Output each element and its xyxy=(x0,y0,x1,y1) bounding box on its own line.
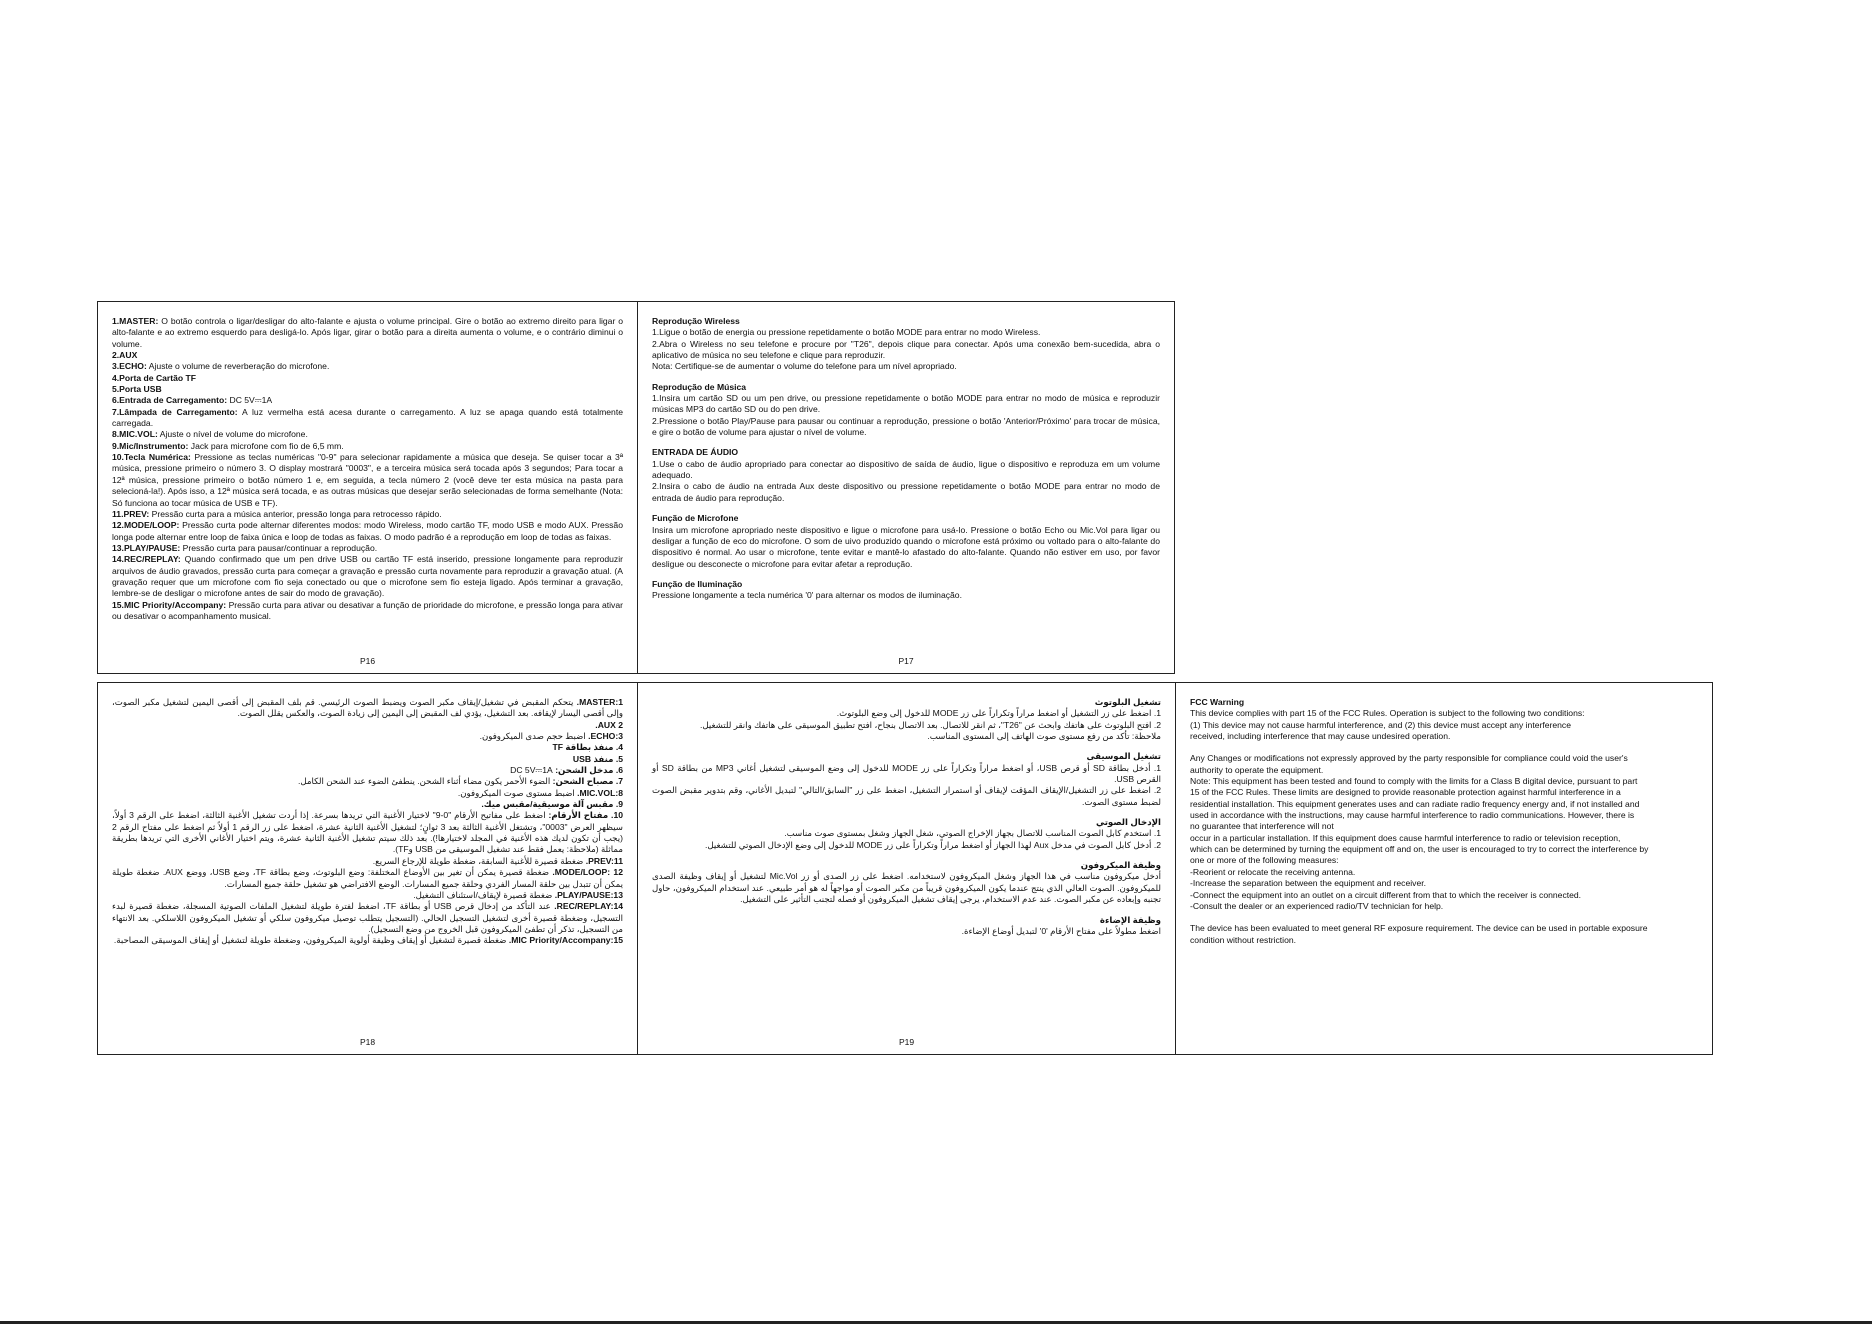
page-number-p16: P16 xyxy=(359,655,376,666)
manual-section xyxy=(652,751,1161,808)
item-text: A luz vermelha está acesa durante o carregamento. A luz se apaga quando está totalmente carregada. xyxy=(112,406,623,429)
manual-item xyxy=(112,765,623,776)
manual-item xyxy=(112,810,623,855)
item-text: Pressão curta para pausar/continuar a reprodução. xyxy=(180,542,378,553)
manual-item xyxy=(112,776,623,787)
item-text: عند التأكد من إدخال قرص USB أو بطاقة TF، اضغط لفترة طويلة لتشغيل الملفات الصوتية المسجلة، ضغطة قصيرة لبدء التسجيل، وضغطة قصيرة أخرى لتشغيل التسجيل الحالي. (التسجيل يتطلب توصيل ميكروفون سلكي أو تشغيل الميكروفون اللاسلكي. بعد الانتهاء من التسجيل، تذكر أن تطفئ الميكروفون قبل الخروج من وضع التسجيل). xyxy=(112,901,623,934)
manual-item xyxy=(112,856,623,867)
section-line: 2. أدخل كابل الصوت في مدخل Aux لهذا الجهاز أو اضغط مراراً وتكراراً على زر MODE للدخول إلى وضع الإدخال الصوتي للتشغيل. xyxy=(705,839,1161,850)
section-line: ملاحظة: تأكد من رفع مستوى صوت الهاتف إلى المستوى المناسب. xyxy=(927,731,1161,742)
item-label: 7. مصباح الشحن: xyxy=(552,776,623,787)
fcc-line: no guarantee that interference will not xyxy=(1190,821,1334,832)
item-label: 5. منفذ USB xyxy=(572,753,623,764)
item-label: 14.REC/REPLAY: xyxy=(112,554,181,565)
manual-item xyxy=(112,452,623,509)
section-line: أدخل ميكروفون مناسب في هذا الجهاز وشغل الميكروفون لاستخدامه. اضغط على زر الصدى أو زر Mic.Vol لتشغيل أو إيقاف وظيفة الصدى للميكروفون. الصوت العالي الذي ينتج عندما يكون الميكروفون قريباً من مكبر الصوت أو مواجهاً له هو أمر طبيعي. عند استخدام الميكروفون، حاول تجنبه وإبعاده عن مكبر الصوت. عند عدم الاستخدام، يرجى إيقاف تشغيل الميكروفون أو فصله لتجنب التأثير على التشغيل. xyxy=(652,871,1161,905)
fcc-body xyxy=(1190,708,1698,946)
section-title: الإدخال الصوتي xyxy=(1096,817,1161,828)
item-text: O botão controla o ligar/desligar do alto-falante e ajusta o volume principal. Gire o botão ao extremo direito para ligar o alto-falante e ao extremo esquerdo para desligá-lo. Após ligar, girar o botão para a direita aumenta o volume, e o contrário diminui o volume. xyxy=(112,316,623,349)
manual-item xyxy=(112,867,623,890)
fcc-line: residential installation. This equipment generates uses and can radiate radio frequency energy and, if not installed and xyxy=(1190,798,1640,809)
section-line: اضغط مطولاً على مفتاح الأرقام '0' لتبديل أوضاع الإضاءة. xyxy=(961,925,1161,936)
manual-section xyxy=(652,316,1160,373)
manual-item xyxy=(112,788,623,799)
item-text: ضغطة قصيرة يمكن أن تغير بين الأوضاع المختلفة: وضع البلوتوث، وضع بطاقة TF، وضع USB، ووضع AUX. ضغطة طويلة يمكن أن تتبدل بين حلقة المسار الفردي وحلقة جميع المسارات. الوضع الافتراضي هو تشغيل حلقة جميع المسارات. xyxy=(112,867,623,889)
section-title: ENTRADA DE ÁUDIO xyxy=(652,447,739,458)
item-text: اضبط حجم صدى الميكروفون. xyxy=(479,731,589,742)
manual-item xyxy=(112,384,623,395)
p16-items xyxy=(112,316,623,622)
item-text: Ajuste o nível de volume do microfone. xyxy=(157,429,308,440)
item-text: ضغطة قصيرة لإيقاف/استئناف التشغيل. xyxy=(413,889,555,900)
fcc-line: condition without restriction. xyxy=(1190,934,1297,945)
manual-section xyxy=(652,579,1160,602)
section-title: وظيفة الإضاءة xyxy=(1099,914,1161,925)
item-label: 12.MODE/LOOP: xyxy=(112,520,180,531)
panel-p16 xyxy=(97,301,638,674)
section-title: Reprodução Wireless xyxy=(652,316,740,326)
manual-section xyxy=(652,447,1160,504)
item-label: 4. منفذ بطاقة TF xyxy=(552,742,623,753)
manual-item xyxy=(112,901,623,935)
item-text: اضبط مستوى صوت الميكروفون. xyxy=(457,787,578,798)
section-title: تشغيل البلوتوث xyxy=(1094,697,1161,707)
paragraph-gap xyxy=(1190,912,1698,923)
manual-item xyxy=(112,890,623,901)
fcc-line: authority to operate the equipment. xyxy=(1190,764,1324,775)
section-line: 1.Use o cabo de áudio apropriado para conectar ao dispositivo de saída de áudio, ligue o dispositivo e reproduza em um volume adequado. xyxy=(652,458,1160,481)
manual-section xyxy=(652,915,1161,938)
item-label: MASTER:1. xyxy=(576,697,623,707)
item-label: 13.PLAY/PAUSE: xyxy=(112,542,181,553)
item-text: DC 5V⎓1A xyxy=(227,395,273,406)
section-line: 2. افتح البلوتوث على هاتفك وابحث عن "T26"، ثم انقر للاتصال. بعد الاتصال بنجاح، افتح تطبيق الموسيقى على هاتفك وانقر للتشغيل. xyxy=(699,719,1161,730)
fcc-title: FCC Warning xyxy=(1190,697,1245,707)
manual-item xyxy=(112,441,623,452)
fcc-line: Note: This equipment has been tested and found to comply with the limits for a Class B digital device, pursuant to part xyxy=(1190,776,1638,787)
item-label: 11.PREV: xyxy=(112,508,150,519)
item-text: اضغط على مفاتيح الأرقام "0-9" لاختيار الأغنية التي تريدها بسرعة. إذا أردت تشغيل الأغنية الثالثة، اضغط على الرقم 3 أولاً، سيظهر العرض "0003"، وتشتغل الأغنية الثالثة بعد 3 ثوانٍ؛ لتشغيل الأغنية الثانية عشرة، اضغط على زر الرقم 1 أولاً ثم اضغط على مفتاح الرقم 2 (يجب أن تكون لديك هذه الأغنية في المجلد لاختيارها!). بعد ذلك سيتم تشغيل الأغنية الثانية عشرة، ويتم اختيار الأغاني الأخرى التي تريدها بطريقة مماثلة (ملاحظة: يعمل فقط عند تشغيل الموسيقى من USB وTF). xyxy=(112,810,623,855)
section-title: Reprodução de Música xyxy=(652,381,747,392)
item-label: 1.MASTER: xyxy=(112,316,159,326)
manual-section xyxy=(652,817,1161,851)
manual-item xyxy=(112,754,623,765)
section-line: 2.Pressione o botão Play/Pause para pausar ou continuar a reprodução, pressione o botão 'Anterior/Próximo' para trocar de música, e gire o botão de volume para ajustar o nível de volume. xyxy=(652,415,1160,438)
item-label: 6.Entrada de Carregamento: xyxy=(112,395,228,406)
item-label: REC/REPLAY:14. xyxy=(554,901,624,912)
section-title: Função de Microfone xyxy=(652,513,739,524)
manual-item xyxy=(112,350,623,361)
item-label: 6. مدخل الشحن: xyxy=(555,765,623,776)
p19-sections xyxy=(652,697,1161,937)
manual-item xyxy=(112,429,623,440)
item-text: ضغطة قصيرة للأغنية السابقة، ضغطة طويلة للإرجاع السريع. xyxy=(372,855,586,866)
item-label: 5.Porta USB xyxy=(112,384,162,395)
section-line: 1. أدخل بطاقة SD أو قرص USB، أو اضغط مراراً وتكراراً على زر MODE للدخول إلى وضع الموسيقى لتشغيل أغاني MP3 من بطاقة SD أو القرص USB. xyxy=(652,762,1161,785)
manual-item xyxy=(112,520,623,543)
manual-item xyxy=(112,742,623,753)
manual-item xyxy=(112,361,623,372)
fcc-line: Any Changes or modifications not expressly approved by the party responsible for compliance could void the user's xyxy=(1190,753,1628,764)
item-label: 9. مقبس آلة موسيقية/مقبس ميك. xyxy=(481,799,623,810)
manual-section xyxy=(652,513,1160,570)
section-title: Função de Iluminação xyxy=(652,578,743,589)
item-label: MIC Priority/Accompany:15. xyxy=(508,935,623,946)
section-line: 2.Abra o Wireless no seu telefone e procure por "T26", depois clique para conectar. Após uma conexão bem-sucedida, abra o aplicativo de música no seu telefone e clique para reproduzir. xyxy=(652,338,1160,361)
section-line: Pressione longamente a tecla numérica '0' para alternar os modos de iluminação. xyxy=(652,590,962,601)
item-text: Pressão curta para ativar ou desativar a função de prioridade do microfone, e pressão longa para ativar ou desativar o acompanhamento musical. xyxy=(112,599,623,621)
item-text: Quando confirmado que um pen drive USB ou cartão TF está inserido, pressione longamente para reproduzir arquivos de áudio gravados, pressão curta para começar a gravação e pressão curta novamente para reproduzir a gravação atual. (A gravação requer que um microfone com fio seja conectado ou que o microfone sem fio esteja ligado. Após terminar a gravação, lembre-se de desligar o microfone antes de sair do modo de gravação). xyxy=(112,554,623,599)
item-text: Pressão curta pode alternar diferentes modos: modo Wireless, modo cartão TF, modo USB e modo AUX. Pressão longa pode alternar entre loop de faixa única e loop de todas as faixas. O modo padrão é a reprodução em loop de todas as faixas. xyxy=(112,520,623,542)
fcc-line: occur in a particular installation. If this equipment does cause harmful interference to radio or television reception, xyxy=(1190,832,1621,843)
item-label: 8.MIC.VOL: xyxy=(112,429,158,440)
manual-section xyxy=(652,382,1160,439)
item-label: 3.ECHO: xyxy=(112,361,147,372)
section-title: وظيفة الميكروفون xyxy=(1080,860,1161,871)
item-text: الضوء الأحمر يكون مضاء أثناء الشحن. ينطفئ الضوء عند الشحن الكامل. xyxy=(297,776,553,787)
paragraph-gap xyxy=(1190,742,1698,753)
section-line: 2. اضغط على زر التشغيل/الإيقاف المؤقت لإيقاف أو استمرار التشغيل، اضغط على زر "السابق/التالي" لتبديل الأغاني، وقم بتدوير مقبض الصوت لضبط مستوى الصوت. xyxy=(652,785,1161,807)
fcc-line: one or more of the following measures: xyxy=(1190,855,1339,866)
fcc-line: received, including interference that may cause undesired operation. xyxy=(1190,731,1451,742)
manual-item xyxy=(112,554,623,599)
item-label: 7.Lâmpada de Carregamento: xyxy=(112,406,238,417)
manual-item xyxy=(112,509,623,520)
item-text: يتحكم المقبض في تشغيل/إيقاف مكبر الصوت ويضبط الصوت الرئيسي. قم بلف المقبض إلى أقصى اليمين لتشغيل مكبر الصوت، وإلى أقصى اليسار لإيقافه. بعد التشغيل، يؤدي لف المقبض إلى اليمين إلى زيادة الصوت، والعكس يقلل الصوت. xyxy=(112,697,623,719)
fcc-line: The device has been evaluated to meet general RF exposure requirement. The device can be used in portable exposure xyxy=(1190,923,1648,934)
section-line: Nota: Certifique-se de aumentar o volume do telefone para um nível apropriado. xyxy=(652,361,957,372)
manual-item xyxy=(112,373,623,384)
item-text: Jack para microfone com fio de 6,5 mm. xyxy=(188,440,344,451)
item-text: DC 5V⎓1A xyxy=(510,765,556,776)
fcc-line: which can be determined by turning the equipment off and on, the user is encouraged to try to correct the interference by xyxy=(1190,844,1649,855)
manual-section xyxy=(652,697,1161,742)
item-text: Pressione as teclas numéricas "0-9" para selecionar rapidamente a música que deseja. Se quiser tocar a 3ª música, pressione primeiro o número 3. O display mostrará "0003", e a terceira música será tocada após 3 segundos; Para tocar a 12ª música, pressione primeiro o botão número 1 e, em seguida, a tecla número 2 (você deve ter esta música na pasta para selecioná-la!). Após isso, a 12ª música será tocada, e as outras músicas que desejar serão selecionadas de forma semelhante (Nota: Só funciona ao tocar música de USB e TF). xyxy=(112,452,623,508)
item-label: 10.Tecla Numérica: xyxy=(112,452,191,463)
manual-item xyxy=(112,543,623,554)
fcc-line: This device complies with part 15 of the FCC Rules. Operation is subject to the following two conditions: xyxy=(1190,708,1585,719)
item-text: Pressão curta para a música anterior, pressão longa para retrocesso rápido. xyxy=(149,508,442,519)
manual-item xyxy=(112,935,623,946)
item-label: 10. مفتاح الأرقام: xyxy=(548,810,624,821)
manual-item xyxy=(112,720,623,731)
item-label: PLAY/PAUSE:13. xyxy=(554,889,623,900)
manual-item xyxy=(112,316,623,350)
fcc-line: -Increase the separation between the equipment and receiver. xyxy=(1190,878,1427,889)
panel-p17 xyxy=(637,301,1175,674)
panel-fcc-warning xyxy=(1175,682,1713,1055)
manual-item xyxy=(112,407,623,430)
manual-item xyxy=(112,697,623,720)
manual-item xyxy=(112,799,623,810)
section-line: Insira um microfone apropriado neste dispositivo e ligue o microfone para usá-lo. Pressione o botão Echo ou Mic.Vol para ligar ou desligar a função de eco do microfone. O som de uivo produzido quando o microfone está próximo ou voltado para o alto-falante do dispositivo é normal. Ao usar o microfone, tente evitar e mantê-lo afastado do alto-falante. Quando não estiver em uso, por favor desligue ou desconecte o microfone para evitar afetar a reprodução. xyxy=(652,524,1160,569)
page-number-p19: P19 xyxy=(898,1036,915,1047)
fcc-line: -Connect the equipment into an outlet on a circuit different from that to which the receiver is connected. xyxy=(1190,889,1582,900)
manual-section xyxy=(652,860,1161,905)
item-label: 9.Mic/Instrumento: xyxy=(112,440,189,451)
section-line: 1. اضغط على زر التشغيل أو اضغط مراراً وتكراراً على زر MODE للدخول إلى وضع البلوتوث. xyxy=(836,708,1161,719)
fcc-line: 15 of the FCC Rules. These limits are designed to provide reasonable protection against harmful interference in a xyxy=(1190,787,1621,798)
item-text: ضغطة قصيرة لتشغيل أو إيقاف وظيفة أولوية الميكروفون، وضغطة طويلة لتشغيل أو إيقاف الموسيقى المصاحبة. xyxy=(113,935,509,946)
fcc-line: (1) This device may not cause harmful interference, and (2) this device must accept any interference xyxy=(1190,719,1572,730)
item-label: 15.MIC Priority/Accompany: xyxy=(112,599,227,610)
fcc-line: -Consult the dealer or an experienced radio/TV technician for help. xyxy=(1190,900,1444,911)
item-label: ECHO:3. xyxy=(588,731,623,742)
page-number-p18: P18 xyxy=(359,1036,376,1047)
item-label: MIC.VOL:8. xyxy=(577,787,623,798)
section-line: 1. استخدم كابل الصوت المناسب للاتصال بجهاز الإخراج الصوتي، شغل الجهاز وشغل بمستوى صوت مناسب. xyxy=(784,828,1161,839)
item-label: MODE/LOOP: 12. xyxy=(552,867,623,878)
section-line: 1.Ligue o botão de energia ou pressione repetidamente o botão MODE para entrar no modo Wireless. xyxy=(652,327,1041,338)
panel-p18 xyxy=(97,682,638,1055)
item-label: 4.Porta de Cartão TF xyxy=(112,372,197,383)
manual-item xyxy=(112,600,623,623)
panel-p19 xyxy=(637,682,1176,1055)
manual-item xyxy=(112,731,623,742)
manual-item xyxy=(112,395,623,406)
fcc-line: -Reorient or relocate the receiving antenna. xyxy=(1190,866,1356,877)
p18-items xyxy=(112,697,623,947)
item-text: Ajuste o volume de reverberação do microfone. xyxy=(146,361,330,372)
section-title: تشغيل الموسيقى xyxy=(1086,751,1161,762)
section-line: 2.Insira o cabo de áudio na entrada Aux deste dispositivo ou pressione repetidamente o botão MODE para entrar no modo de entrada de áudio para reprodução. xyxy=(652,481,1160,503)
item-label: PREV:11. xyxy=(585,855,623,866)
p17-sections xyxy=(652,316,1160,602)
item-label: AUX 2. xyxy=(595,719,623,730)
section-line: 1.Insira um cartão SD ou um pen drive, ou pressione repetidamente o botão MODE para entrar no modo de música e reproduzir músicas MP3 do cartão SD ou do pen drive. xyxy=(652,393,1160,415)
page-number-p17: P17 xyxy=(898,655,914,666)
fcc-line: used in accordance with the instructions, may cause harmful interference to radio communications. However, there is xyxy=(1190,810,1635,821)
item-label: 2.AUX xyxy=(112,350,138,361)
